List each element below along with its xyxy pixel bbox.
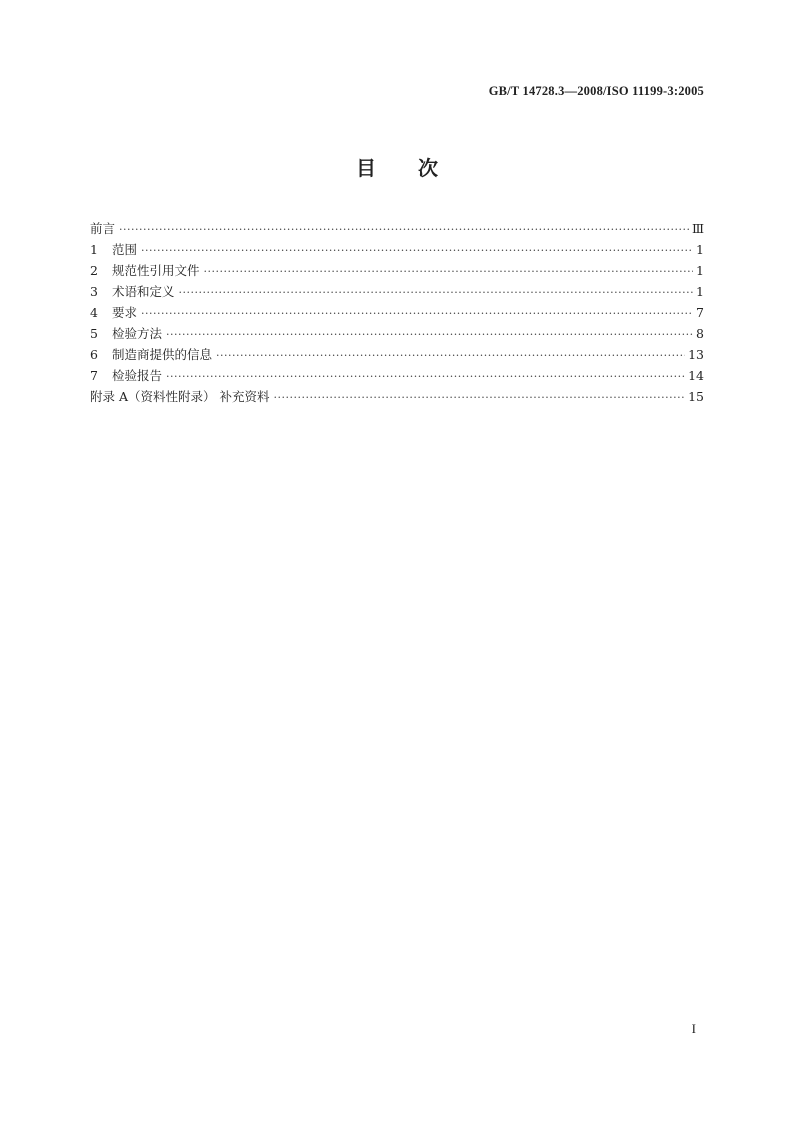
toc-entry-page: 7	[696, 305, 704, 320]
toc-entry-label: 制造商提供的信息	[112, 347, 213, 362]
toc-leader-dots	[204, 261, 693, 282]
toc-entry-foreword[interactable]	[90, 218, 704, 239]
toc-entry-number: 1	[90, 242, 98, 257]
toc-entry-page: 15	[688, 389, 704, 404]
toc-entry-label: 要求	[112, 305, 138, 320]
toc-entry-number: 7	[90, 368, 98, 383]
toc-entry-number: 3	[90, 284, 98, 299]
toc-entry-page: 1	[696, 263, 704, 278]
title-part-2: 次	[418, 156, 438, 180]
standard-code: GB/T 14728.3—2008/ISO 11199-3:2005	[488, 84, 704, 98]
toc-entry-page: Ⅲ	[691, 221, 704, 236]
toc-entry-normative-references[interactable]	[90, 260, 704, 281]
toc-entry-number: 2	[90, 263, 98, 278]
toc-entry-label: 前言	[90, 221, 116, 236]
toc-entry-requirements[interactable]	[90, 302, 704, 323]
table-of-contents	[90, 218, 704, 407]
page-title	[0, 152, 794, 181]
toc-entry-test-methods[interactable]	[90, 323, 704, 344]
toc-entry-label: 术语和定义	[112, 284, 175, 299]
toc-entry-label: 检验报告	[112, 368, 163, 383]
page-number: I	[691, 1021, 696, 1036]
toc-entry-label: 检验方法	[112, 326, 163, 341]
toc-entry-page: 14	[688, 368, 704, 383]
toc-entry-scope[interactable]	[90, 239, 704, 260]
toc-entry-page: 8	[696, 326, 704, 341]
toc-entry-page: 13	[688, 347, 704, 362]
toc-entry-page: 1	[696, 284, 704, 299]
toc-entry-number: 6	[90, 347, 98, 362]
toc-leader-dots	[179, 282, 693, 303]
toc-entry-label: 附录 A（资料性附录） 补充资料	[90, 389, 270, 404]
toc-leader-dots	[141, 303, 693, 324]
toc-leader-dots	[141, 240, 693, 261]
toc-entry-label: 范围	[112, 242, 138, 257]
toc-leader-dots	[216, 345, 685, 366]
toc-leader-dots	[273, 387, 685, 408]
toc-entry-label: 规范性引用文件	[112, 263, 200, 278]
toc-entry-annex-a[interactable]	[90, 386, 704, 407]
title-part-1: 目	[356, 156, 376, 180]
toc-entry-test-report[interactable]	[90, 365, 704, 386]
toc-entry-page: 1	[696, 242, 704, 257]
toc-leader-dots	[119, 219, 689, 240]
toc-entry-number: 5	[90, 326, 98, 341]
toc-leader-dots	[166, 324, 693, 345]
toc-entry-manufacturer-information[interactable]	[90, 344, 704, 365]
toc-entry-number: 4	[90, 305, 98, 320]
toc-entry-terms-definitions[interactable]	[90, 281, 704, 302]
toc-leader-dots	[166, 366, 685, 387]
